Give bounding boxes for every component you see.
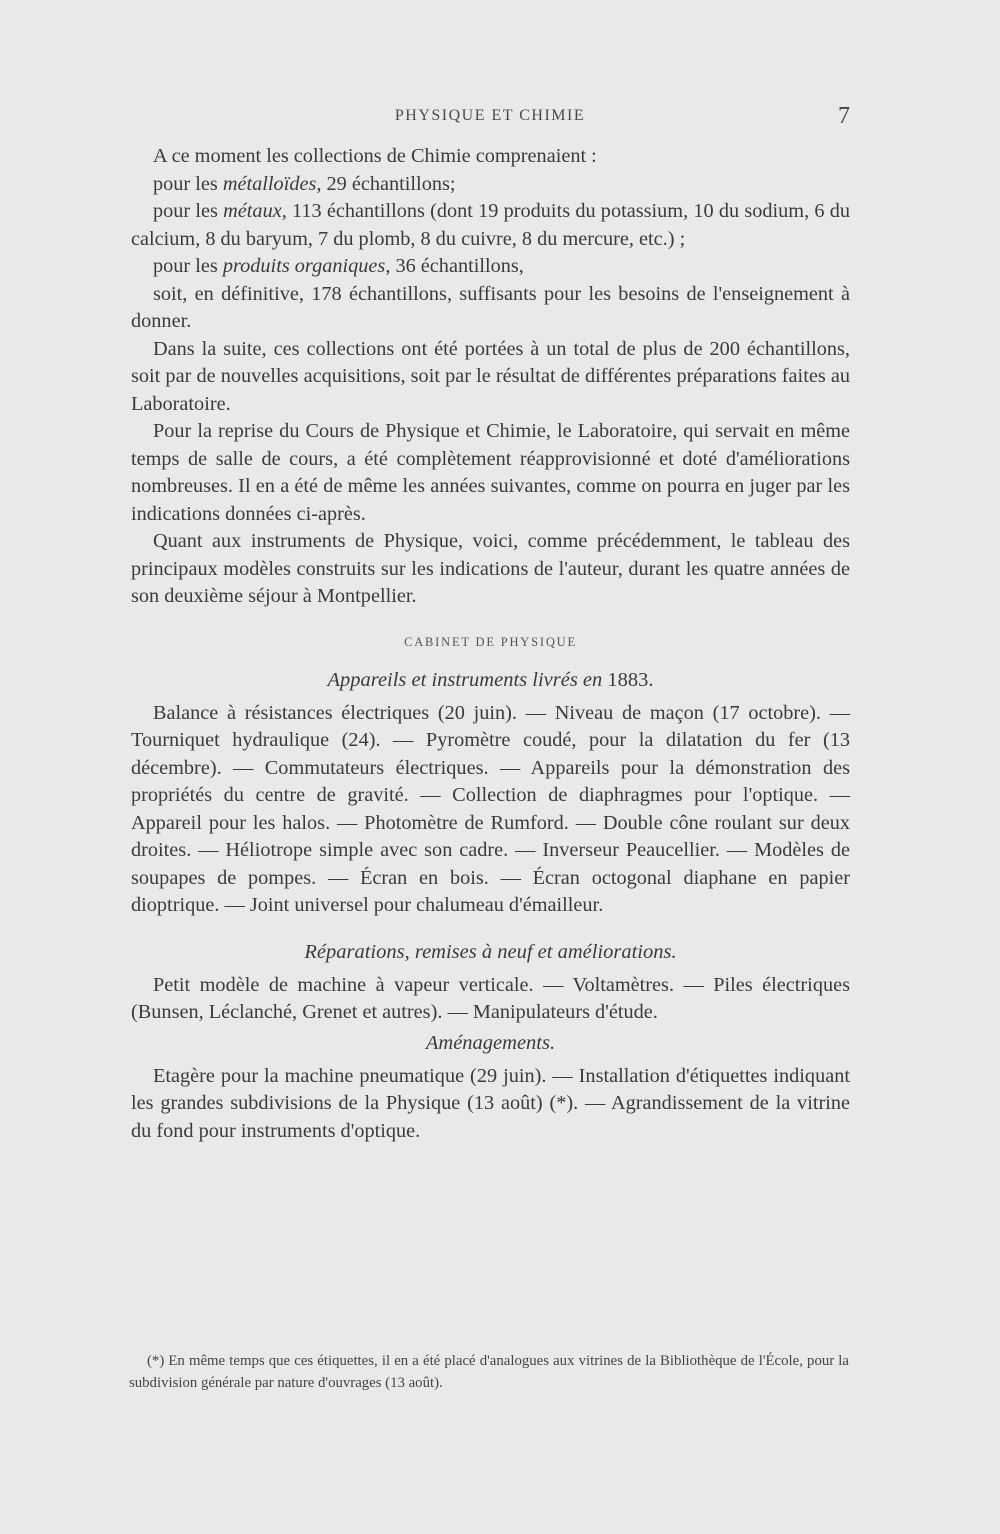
- paragraph: A ce moment les collections de Chimie comprenaient :: [153, 145, 597, 167]
- text-span: , 36 échantillons,: [385, 255, 524, 277]
- subheading-year: 1883.: [607, 668, 654, 691]
- paragraph: Pour la reprise du Cours de Physique et Chimie, le Laboratoire, qui servait en même temps de salle de cours, a été complètement réapprovisionné et doté d'améliorations nombreuses. Il en a été de même les années suivantes, comme on pourra en juger par les indications données ci-après.: [131, 420, 850, 525]
- text-span: pour les: [153, 200, 224, 222]
- italic-term: métaux: [223, 200, 282, 222]
- paragraph: soit, en définitive, 178 échantillons, suffisants pour les besoins de l'enseignement à donner.: [131, 282, 850, 332]
- italic-term: métalloïdes: [222, 172, 317, 195]
- running-header: [130, 103, 850, 133]
- subheading: Réparations, remises à neuf et améliorations.: [304, 940, 677, 963]
- running-title: PHYSIQUE ET CHIMIE: [394, 107, 586, 124]
- paragraph: Petit modèle de machine à vapeur verticale. — Voltamètres. — Piles électriques (Bunsen, Léclanché, Grenet et autres). — Manipulateurs d'étude.: [131, 973, 850, 1023]
- text-span: pour les: [153, 172, 223, 195]
- footnote: [129, 1350, 849, 1394]
- paragraph: [131, 198, 850, 253]
- main-text: [131, 143, 850, 1145]
- section-heading: CABINET DE PHYSIQUE: [404, 634, 577, 649]
- paragraph: Balance à résistances électriques (20 juin). — Niveau de maçon (17 octobre). — Tourniquet hydraulique (24). — Pyromètre coudé, pour la dilatation du fer (13 décembre). — Commutateurs électriques. — Appareils pour la démonstration des propriétés du centre de gravité. — Collection de diaphragmes pour l'optique. — Appareil pour les halos. — Photomètre de Rumford. — Double cône roulant sur deux droites. — Héliotrope simple avec son cadre. — Inverseur Peaucellier. — Modèles de soupapes de pompes. — Écran en bois. — Écran octogonal diaphane en papier dioptrique. — Joint universel pour chalumeau d'émailleur.: [131, 701, 850, 916]
- page-number: 7: [838, 103, 850, 129]
- paragraph: Dans la suite, ces collections ont été portées à un total de plus de 200 échantillons, soit par de nouvelles acquisitions, soit par le résultat de différentes préparations faites au Laboratoire.: [131, 337, 850, 415]
- paragraph: Quant aux instruments de Physique, voici, comme précédemment, le tableau des principaux modèles construits sur les indications de l'auteur, durant les quatre années de son deuxième séjour à Montpellier.: [131, 530, 850, 607]
- italic-term: produits organiques: [222, 255, 386, 277]
- subheading-text: Appareils et instruments livrés en: [327, 668, 608, 691]
- paragraph: [131, 171, 850, 199]
- text-span: pour les: [153, 255, 223, 277]
- paragraph: Etagère pour la machine pneumatique (29 juin). — Installation d'étiquettes indiquant les grandes subdivisions de la Physique (13 août) (*). — Agrandissement de la vitrine du fond pour instruments d'optique.: [131, 1064, 850, 1142]
- text-span: , 29 échantillons;: [316, 172, 456, 195]
- footnote-text: (*) En même temps que ces étiquettes, il en a été placé d'analogues aux vitrines de la Bibliothèque de l'École, pour la subdivision générale par nature d'ouvrages (13 août).: [129, 1353, 849, 1391]
- subheading: [131, 666, 850, 694]
- paragraph: [131, 253, 850, 281]
- subheading: Aménagements.: [425, 1031, 556, 1054]
- text-span: , 113 échantillons (dont 19 produits du potassium, 10 du sodium, 6 du calcium, 8 du baryum, 7 du plomb, 8 du cuivre, 8 du mercure, etc.) ;: [131, 200, 850, 250]
